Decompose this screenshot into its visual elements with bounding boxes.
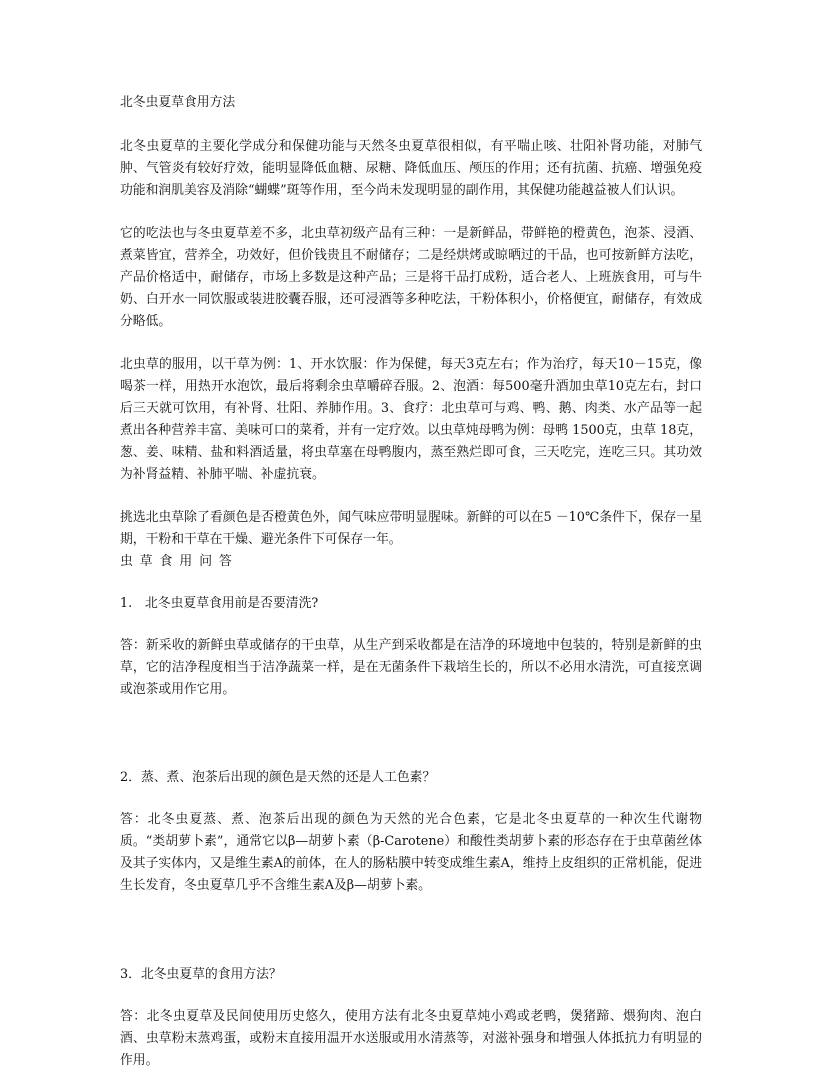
document-page <box>120 92 702 1072</box>
qa-question-2: 2．蒸、煮、泡茶后出现的颜色是天然的还是人工色素？ <box>120 770 436 785</box>
qa-question-3: 3．北冬虫夏草的食用方法？ <box>120 967 282 982</box>
qa-answer-3: 答：北冬虫夏草及民间使用历史悠久，使用方法有北冬虫夏草炖小鸡或老鸭，煲猪蹄、煨狗肉、泡白酒、虫草粉末蒸鸡蛋，或粉末直接用温开水送服或用水清蒸等，对滋补强身和增强人体抵抗力有明显的作用。 <box>120 1009 702 1068</box>
paragraph-benefits: 北冬虫夏草的主要化学成分和保健功能与天然冬虫夏草很相似，有平喘止咳、壮阳补肾功能，对肺气肿、气管炎有较好疗效，能明显降低血糖、尿糖、降低血压、颅压的作用；还有抗菌、抗癌、增强免疫功能和润肌美容及消除“蝴蝶”斑等作用，至今尚未发现明显的副作用，其保健功能越益被人们认识。 <box>120 139 702 198</box>
qa-heading: 虫草食用问答 <box>120 554 239 569</box>
spacer <box>120 701 702 767</box>
paragraph-usage: 北虫草的服用，以干草为例：1、开水饮服：作为保健，每天3克左右；作为治疗，每天10－15克，像喝茶一样，用热开水泡饮，最后将剩余虫草嚼碎吞服。2、泡酒：每500毫升酒加虫草10克左右，封口后三天就可饮用，有补肾、壮阳、养肺作用。3、食疗：北虫草可与鸡、鸭、鹅、肉类、水产品等一起煮出各种营养丰富、美味可口的菜肴，并有一定疗效。以虫草炖母鸭为例：母鸭 1500克，虫草 18克，葱、姜、味精、盐和料酒适量，将虫草塞在母鸭腹内，蒸至熟烂即可食，三天吃完，连吃三只。其功效为补肾益精、补肺平喘、补虚抗衰。 <box>120 357 702 482</box>
qa-answer-2: 答：北冬虫夏蒸、煮、泡茶后出现的颜色为天然的光合色素，它是北冬虫夏草的一种次生代谢物质。“类胡萝卜素”，通常它以β—胡萝卜素（β-Carotene）和酸性类胡萝卜素的形态存在于虫草菌丝体及其子实体内，又是维生素A的前体，在人的肠粘膜中转变成维生素A，维持上皮组织的正常机能，促进生长发育，冬虫夏草几乎不含维生素A及β—胡萝卜素。 <box>120 812 702 893</box>
spacer <box>120 897 702 964</box>
paragraph-product-types: 它的吃法也与冬虫夏草差不多，北虫草初级产品有三种：一是新鲜品，带鲜艳的橙黄色，泡茶、浸酒、煮菜皆宜，营养全，功效好，但价钱贵且不耐储存；二是经烘烤或晾晒过的干品，也可按新鲜方法吃，产品价格适中，耐储存，市场上多数是这种产品；三是将干品打成粉，适合老人、上班族食用，可与牛奶、白开水一同饮服或装进胶囊吞服，还可浸酒等多种吃法，干粉体积小，价格便宜，耐储存，有效成分略低。 <box>120 226 702 329</box>
qa-question-1: 1. 北冬虫夏草食用前是否要清洗? <box>120 596 319 611</box>
qa-answer-1: 答：新采收的新鲜虫草或储存的干虫草，从生产到采收都是在洁净的环境地中包装的，特别是新鲜的虫草，它的洁净程度相当于洁净蔬菜一样，是在无菌条件下栽培生长的，所以不必用水清洗，可直接烹调或泡茶或用作它用。 <box>120 638 702 697</box>
paragraph-selection-storage: 挑选北虫草除了看颜色是否橙黄色外，闻气味应带明显腥味。新鲜的可以在5 －10℃条件下，保存一星期，干粉和干草在干燥、避光条件下可保存一年。 <box>120 510 702 547</box>
document-title: 北冬虫夏草食用方法 <box>120 95 236 110</box>
